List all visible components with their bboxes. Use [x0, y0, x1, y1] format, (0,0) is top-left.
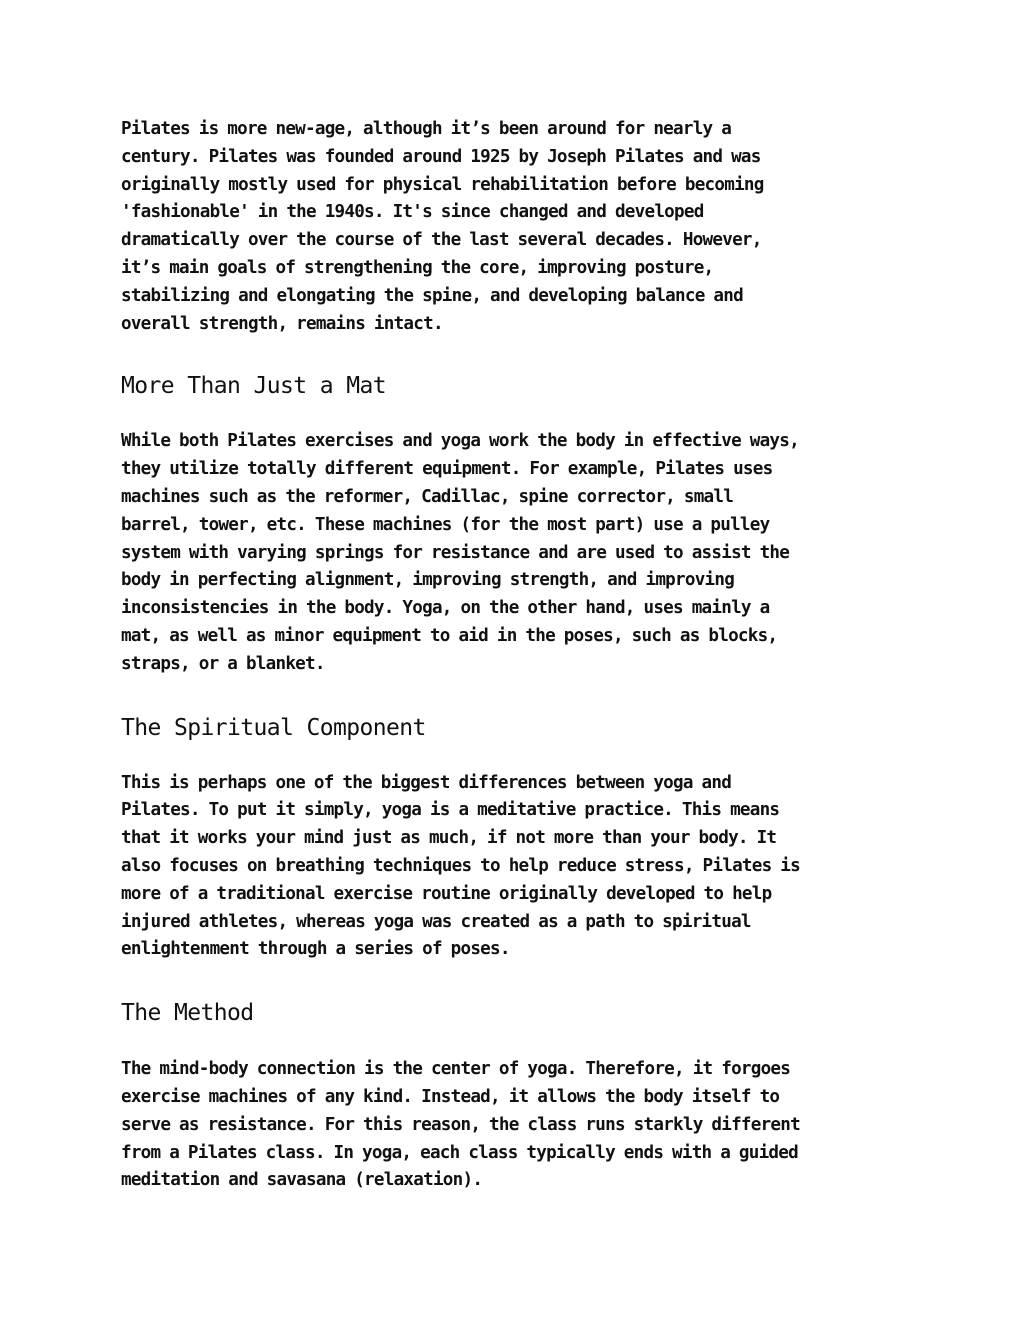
document-page: [121, 116, 911, 1195]
section-body-spiritual-component: This is perhaps one of the biggest differences between yoga and Pilates. To put it simply, yoga is a meditative practice. This means that it works your mind just as much, if not more than your body. It also focuses on breathing techniques to help reduce stress, Pilates is more of a traditional exercise routine originally developed to help injured athletes, whereas yoga was created as a path to spiritual enlightenment through a series of poses.: [121, 772, 800, 960]
section-body-the-method: The mind-body connection is the center of yoga. Therefore, it forgoes exercise machines of any kind. Instead, it allows the body itself to serve as resistance. For this reason, the class runs starkly different from a Pilates class. In yoga, each class typically ends with a guided meditation and savasana (relaxation).: [121, 1059, 800, 1191]
section-body-more-than-just-a-mat: While both Pilates exercises and yoga work the body in effective ways, they utilize totally different equipment. For example, Pilates uses machines such as the reformer, Cadillac, spine corrector, small barrel, tower, etc. These machines (for the most part) use a pulley system with varying springs for resistance and are used to assist the body in perfecting alignment, improving strength, and improving inconsistencies in the body. Yoga, on the other hand, uses mainly a mat, as well as minor equipment to aid in the poses, such as blocks, straps, or a blanket.: [121, 431, 799, 674]
intro-paragraph: Pilates is more new-age, although it’s been around for nearly a century. Pilates was founded around 1925 by Joseph Pilates and was originally mostly used for physical rehabilitation before becoming 'fashionable' in the 1940s. It's since changed and developed dramatically over the course of the last several decades. However, it’s main goals of strengthening the core, improving posture, stabilizing and elongating the spine, and developing balance and overall strength, remains intact.: [121, 119, 764, 334]
section-heading-more-than-just-a-mat: More Than Just a Mat: [121, 373, 386, 400]
section-heading-the-method: The Method: [121, 1000, 254, 1027]
section-heading-spiritual-component: The Spiritual Component: [121, 714, 426, 741]
